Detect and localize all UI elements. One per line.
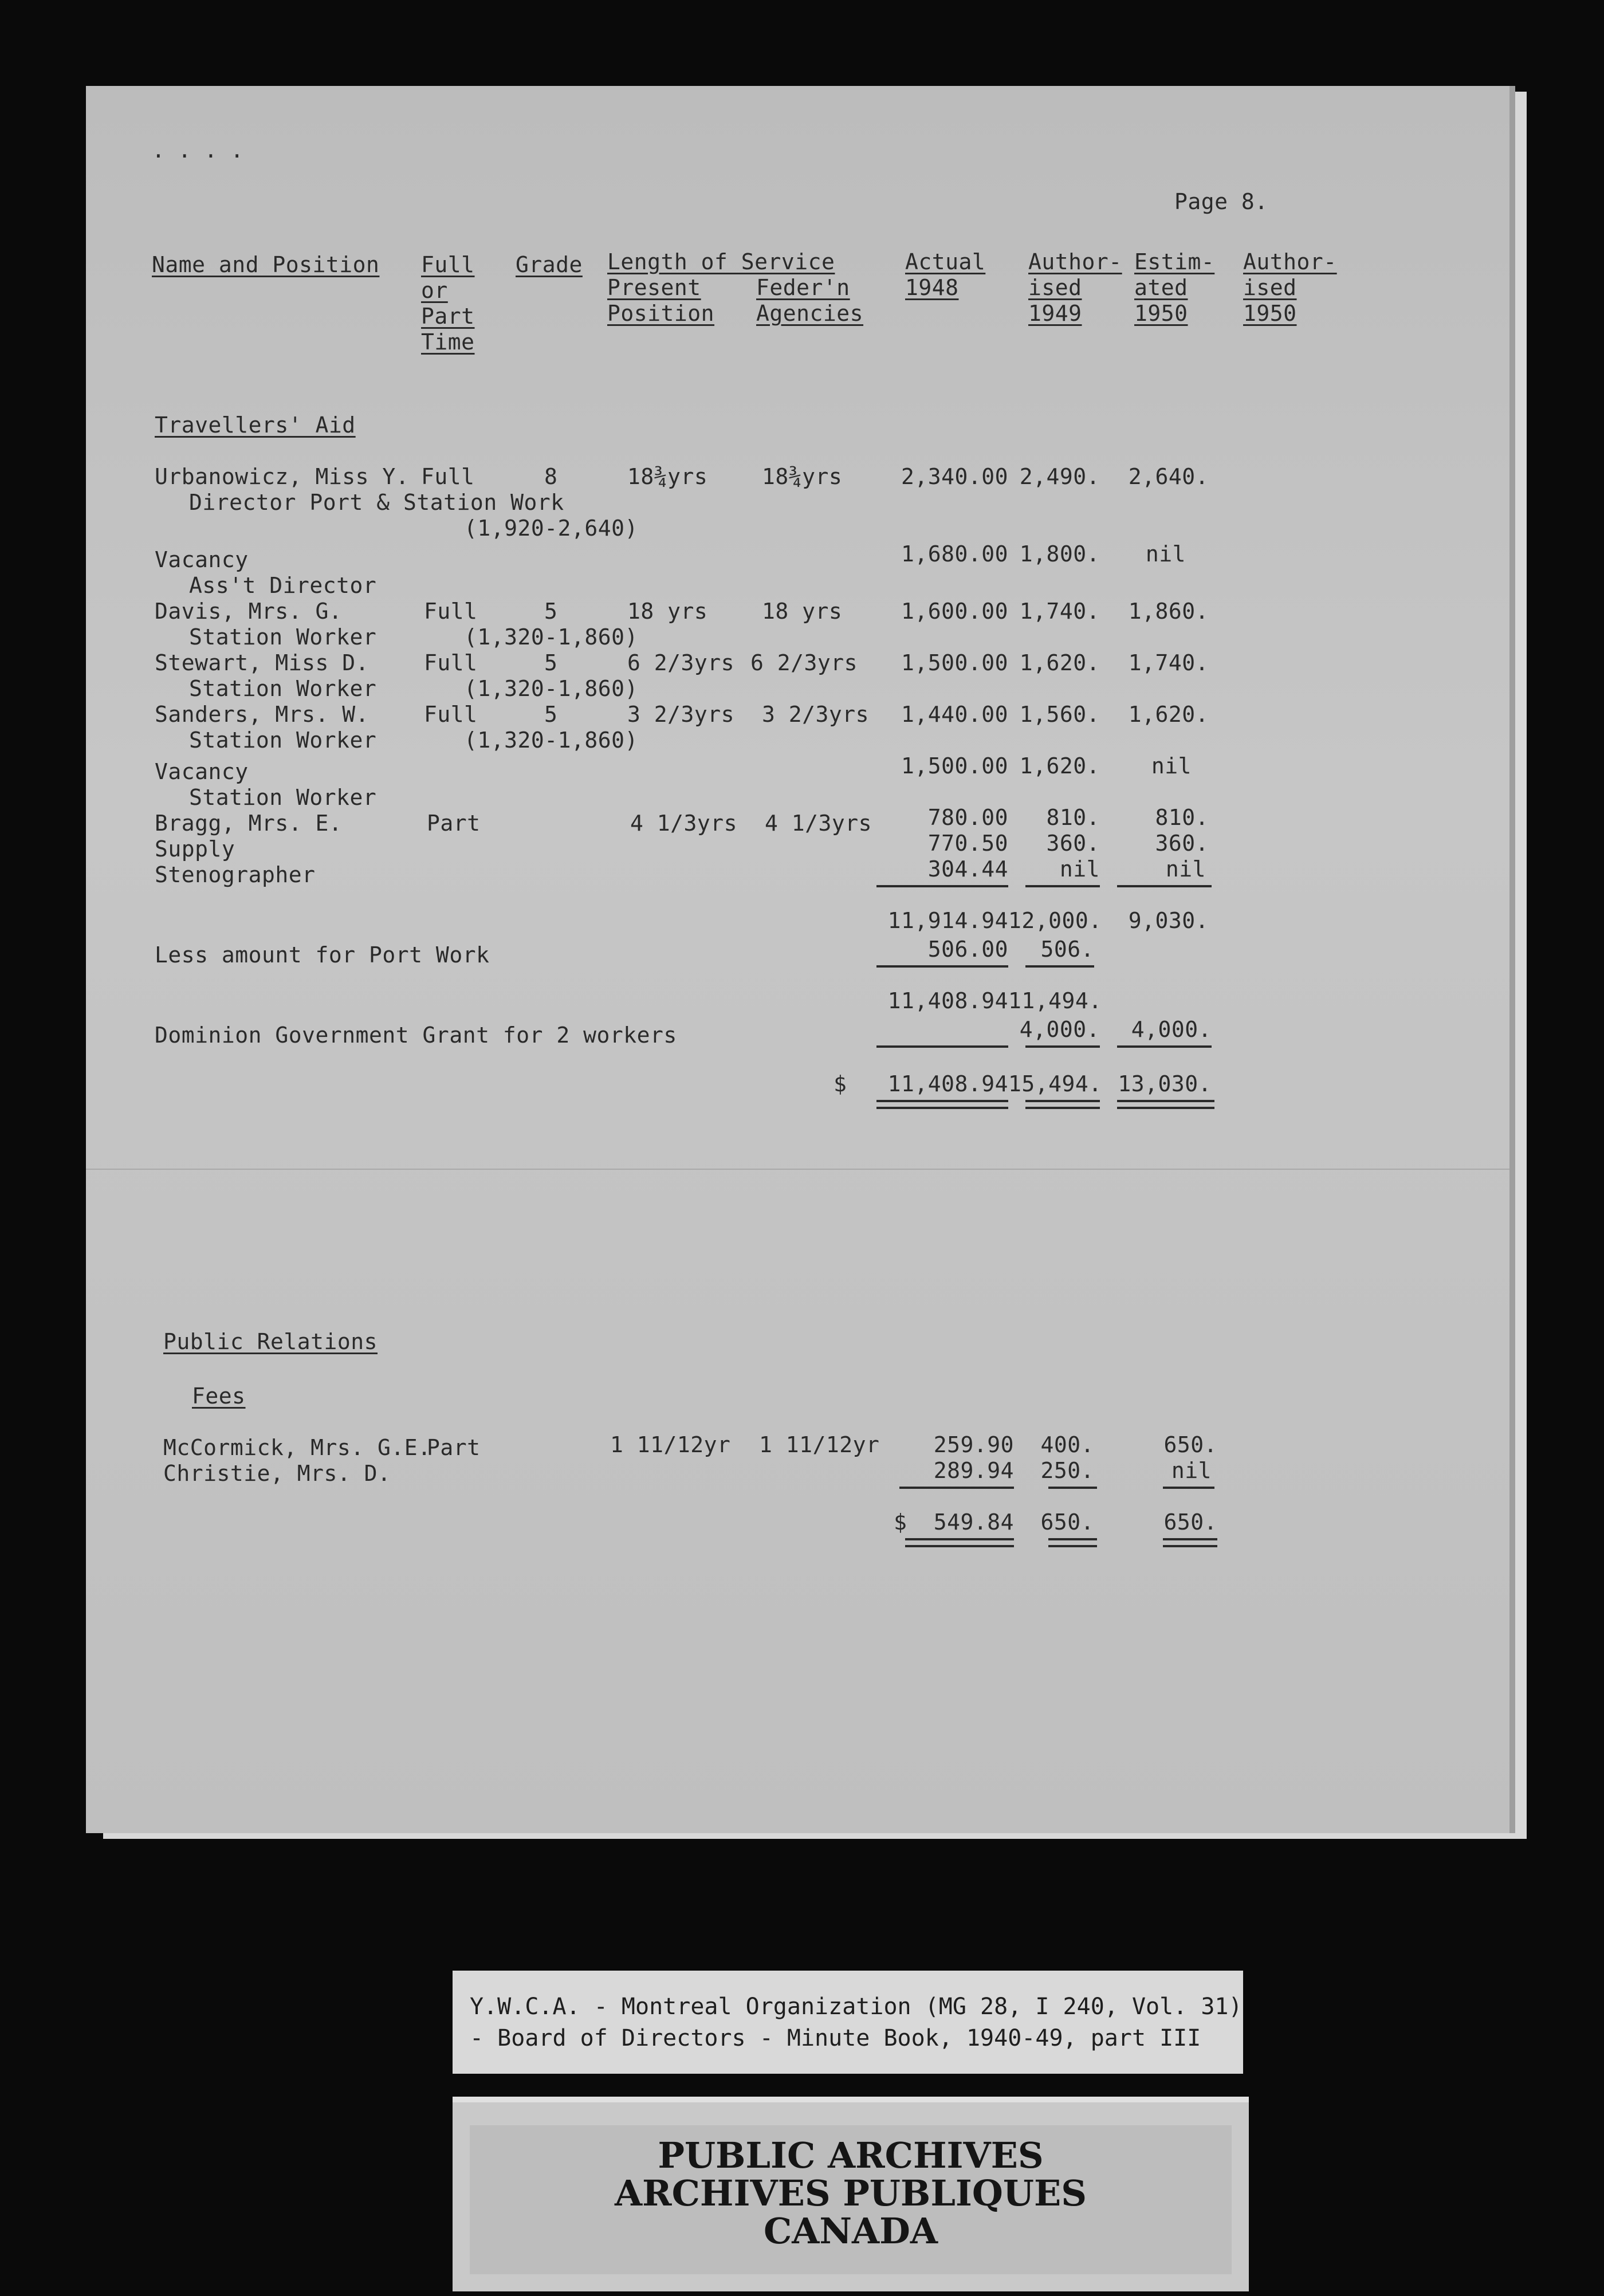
total-authorised: 15,494. (1008, 1071, 1102, 1096)
row-federn: 18 yrs (762, 599, 843, 624)
subtotal-actual: 11,914.94 (887, 908, 1008, 933)
row-actual: 780.00 (927, 805, 1008, 830)
rule (1048, 1545, 1097, 1547)
stamp-line: ARCHIVES PUBLIQUES (614, 2172, 1087, 2214)
row-grade: 5 (544, 702, 558, 727)
section-title: Public Relations (163, 1329, 378, 1354)
row-actual: 289.94 (933, 1458, 1014, 1483)
row-position: Director Port & Station Work (189, 490, 564, 515)
row-estimated: 360. (1155, 831, 1209, 856)
row-name: Urbanowicz, Miss Y. (155, 464, 410, 489)
row-position: Station Worker (189, 728, 377, 753)
archive-label-line: Y.W.C.A. - Montreal Organization (MG 28, I 240, Vol. 31) (470, 1994, 1243, 2020)
header-length: Length of Service (607, 249, 835, 274)
rule (876, 1100, 1008, 1102)
row-actual: 2,340.00 (901, 464, 1008, 489)
row-estimated: 650. (1163, 1432, 1217, 1457)
punch-marks: . . . . (152, 137, 244, 163)
dollar-sign: $ (834, 1071, 847, 1096)
row-actual: 304.44 (927, 856, 1008, 882)
row-authorised: 1,620. (1019, 753, 1100, 779)
net-actual: 11,408.94 (887, 988, 1008, 1013)
archives-stamp (453, 2097, 1249, 2291)
row-authorised: 2,490. (1019, 464, 1100, 489)
rule (1163, 1545, 1217, 1547)
row-estimated: nil (1145, 541, 1186, 567)
header-full: Part (421, 304, 475, 329)
row-authorised: 810. (1046, 805, 1100, 830)
subtotal-estimated: 9,030. (1128, 908, 1209, 933)
less-actual: 506.00 (927, 937, 1008, 962)
total-estimated: 13,030. (1118, 1071, 1212, 1096)
row-actual: 1,600.00 (901, 599, 1008, 624)
archive-label-line: - Board of Directors - Minute Book, 1940-49, part III (470, 2025, 1201, 2051)
row-range: (1,320-1,860) (464, 624, 638, 650)
row-actual: 1,440.00 (901, 702, 1008, 727)
total-actual: 11,408.94 (887, 1071, 1008, 1096)
header-grade: Grade (516, 252, 583, 277)
rule (1025, 965, 1094, 968)
row-actual: 770.50 (927, 831, 1008, 856)
row-estimated: 1,740. (1128, 650, 1209, 675)
page-fold (86, 1169, 1509, 1170)
row-actual: 259.90 (933, 1432, 1014, 1457)
row-full: Full (424, 650, 478, 675)
row-name: Vacancy (155, 759, 249, 784)
row-name: Christie, Mrs. D. (163, 1461, 391, 1486)
row-authorised: 1,560. (1019, 702, 1100, 727)
rule (1117, 1045, 1212, 1048)
rule (1025, 885, 1100, 887)
row-full: Full (424, 702, 478, 727)
rule (1025, 1107, 1100, 1109)
rule (1117, 885, 1212, 887)
row-federn: 6 2/3yrs (750, 650, 858, 675)
row-estimated: 1,620. (1128, 702, 1209, 727)
header-federn: Feder'n (756, 275, 850, 300)
archive-reference-label (453, 1971, 1243, 2074)
rule (1048, 1487, 1097, 1489)
header-actual: Actual (905, 249, 986, 274)
row-name: Stewart, Miss D. (155, 650, 369, 675)
row-federn: 3 2/3yrs (762, 702, 870, 727)
header-present: Position (607, 301, 715, 326)
row-position: Ass't Director (189, 573, 377, 598)
row-full: Full (424, 599, 478, 624)
row-present: 3 2/3yrs (627, 702, 735, 727)
total-authorised: 650. (1040, 1509, 1094, 1535)
row-position: Station Worker (189, 785, 377, 810)
grant-label: Dominion Government Grant for 2 workers (155, 1023, 677, 1048)
row-authorised: 1,740. (1019, 599, 1100, 624)
row-federn: 1 11/12yr (759, 1432, 880, 1457)
row-name: Supply (155, 836, 235, 862)
row-authorised: 360. (1046, 831, 1100, 856)
row-name: Vacancy (155, 547, 249, 572)
rule (876, 965, 1008, 968)
rule (1163, 1538, 1217, 1540)
row-actual: 1,500.00 (901, 753, 1008, 779)
page-number: Page 8. (1174, 189, 1268, 214)
row-actual: 1,500.00 (901, 650, 1008, 675)
rule (1117, 1100, 1214, 1102)
header-estimated-1950: ated (1134, 275, 1188, 300)
row-actual: 1,680.00 (901, 541, 1008, 567)
header-estimated-1950: Estim- (1134, 249, 1215, 274)
header-actual: 1948 (905, 275, 959, 300)
header-authorised-1950: 1950 (1243, 301, 1297, 326)
row-position: Station Worker (189, 624, 377, 650)
row-federn: 4 1/3yrs (765, 811, 872, 836)
rule (1025, 1100, 1100, 1102)
row-authorised: 1,800. (1019, 541, 1100, 567)
rule (876, 1107, 1008, 1109)
subtotal-authorised: 12,000. (1008, 908, 1102, 933)
row-name: Bragg, Mrs. E. (155, 811, 343, 836)
rule (1048, 1538, 1097, 1540)
less-label: Less amount for Port Work (155, 942, 490, 968)
row-range: (1,320-1,860) (464, 676, 638, 701)
header-authorised-1949: ised (1028, 275, 1082, 300)
section-title: Travellers' Aid (155, 412, 356, 438)
stamp-line: PUBLIC ARCHIVES (658, 2134, 1044, 2176)
row-full: Full (421, 464, 475, 489)
row-present: 4 1/3yrs (630, 811, 738, 836)
row-authorised: 400. (1040, 1432, 1094, 1457)
row-range: (1,320-1,860) (464, 728, 638, 753)
row-federn: 18¾yrs (762, 464, 843, 489)
row-name: Davis, Mrs. G. (155, 599, 343, 624)
rule (1025, 1045, 1100, 1048)
header-federn: Agencies (756, 301, 864, 326)
row-estimated: nil (1151, 753, 1192, 779)
row-grade: 5 (544, 650, 558, 675)
header-estimated-1950: 1950 (1134, 301, 1188, 326)
dollar-sign: $ (894, 1509, 907, 1535)
row-present: 1 11/12yr (610, 1432, 731, 1457)
row-full: Part (427, 1435, 481, 1460)
header-full: Full (421, 252, 475, 277)
header-authorised-1950: Author- (1243, 249, 1337, 274)
subsection-title: Fees (192, 1383, 246, 1409)
header-authorised-1949: Author- (1028, 249, 1122, 274)
row-authorised: 250. (1040, 1458, 1094, 1483)
header-full: or (421, 278, 448, 303)
header-authorised-1949: 1949 (1028, 301, 1082, 326)
rule (1117, 1107, 1214, 1109)
row-present: 18¾yrs (627, 464, 708, 489)
row-estimated: 1,860. (1128, 599, 1209, 624)
rule (899, 1487, 1014, 1489)
row-present: 18 yrs (627, 599, 708, 624)
row-estimated: 2,640. (1128, 464, 1209, 489)
header-full: Time (421, 329, 475, 355)
row-grade: 5 (544, 599, 558, 624)
less-authorised: 506. (1040, 937, 1094, 962)
net-authorised: 11,494. (1008, 988, 1102, 1013)
header-name: Name and Position (152, 252, 380, 277)
row-estimated: nil (1165, 856, 1206, 882)
rule (1163, 1487, 1214, 1489)
grant-estimated: 4,000. (1131, 1017, 1212, 1042)
row-name: Sanders, Mrs. W. (155, 702, 369, 727)
total-estimated: 650. (1163, 1509, 1217, 1535)
document-page (86, 86, 1509, 1833)
total-actual: 549.84 (933, 1509, 1014, 1535)
row-position: Station Worker (189, 676, 377, 701)
rule (876, 885, 1008, 887)
row-name: Stenographer (155, 862, 316, 887)
rule (905, 1545, 1014, 1547)
row-estimated: nil (1171, 1458, 1212, 1483)
rule (876, 1045, 1008, 1048)
row-range: (1,920-2,640) (464, 516, 638, 541)
row-name: McCormick, Mrs. G.E. (163, 1435, 431, 1460)
row-grade: 8 (544, 464, 558, 489)
grant-authorised: 4,000. (1019, 1017, 1100, 1042)
header-present: Present (607, 275, 701, 300)
row-estimated: 810. (1155, 805, 1209, 830)
stamp-line: CANADA (763, 2210, 938, 2252)
row-authorised: 1,620. (1019, 650, 1100, 675)
row-authorised: nil (1059, 856, 1100, 882)
row-full: Part (427, 811, 481, 836)
rule (905, 1538, 1014, 1540)
row-present: 6 2/3yrs (627, 650, 735, 675)
header-authorised-1950: ised (1243, 275, 1297, 300)
